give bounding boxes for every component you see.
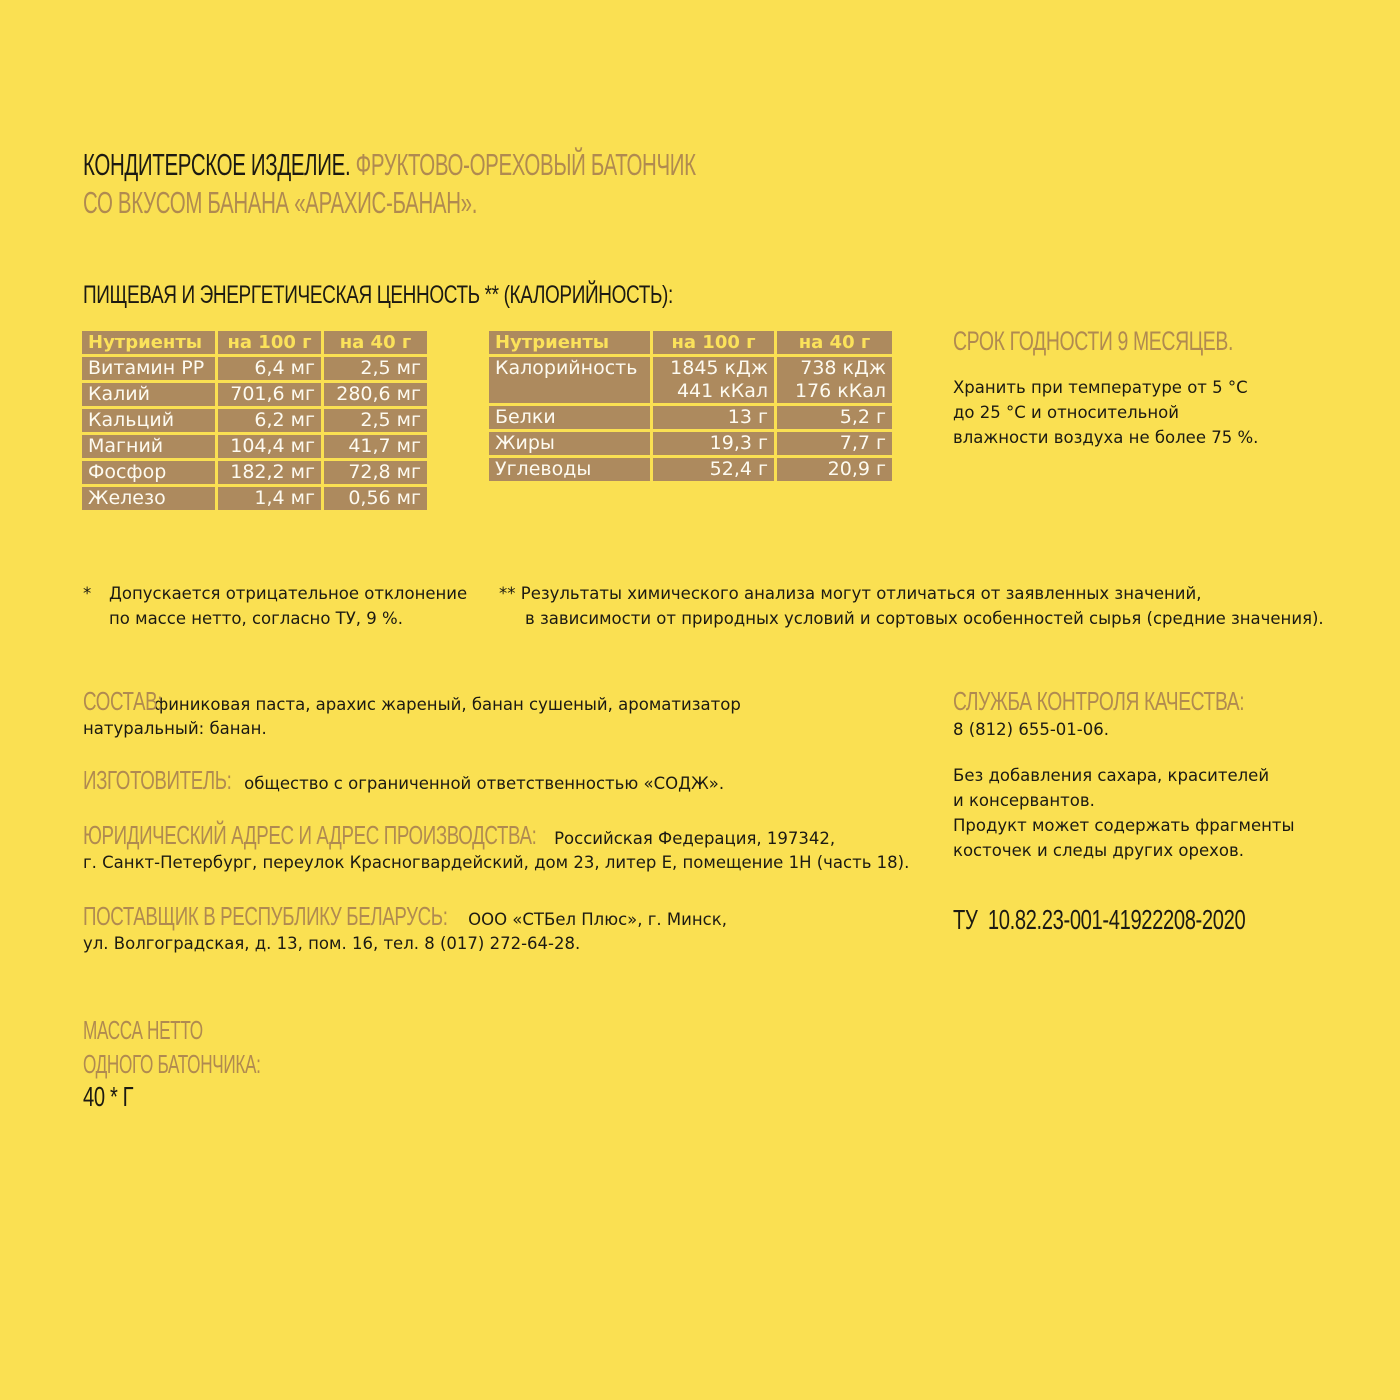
table-cell: 7,7 г (776, 431, 894, 457)
product-name-line2: СО ВКУСОМ БАНАНА «АРАХИС-БАНАН». (83, 185, 478, 220)
table-cell: 5,2 г (776, 405, 894, 431)
footnote-mark: * (83, 584, 92, 603)
supplier-text-cont: ул. Волгоградская, д. 13, пом. 16, тел. 8 (017) 272-64-28. (83, 934, 581, 953)
table-cell: 6,4 мг (217, 356, 323, 382)
net-weight-label-line: ОДНОГО БАТОНЧИКА: (83, 1049, 261, 1079)
table-header-cell: на 40 г (776, 330, 894, 356)
table-cell: 20,9 г (776, 457, 894, 483)
note-line: косточек и следы других орехов. (953, 841, 1244, 860)
table-header-row (488, 330, 894, 356)
table-cell: Железо (81, 486, 217, 512)
product-name-line1: ФРУКТОВО-ОРЕХОВЫЙ БАТОНЧИК (355, 147, 696, 182)
address-block (83, 820, 909, 875)
table-cell: 72,8 мг (323, 460, 429, 486)
note-line: Без добавления сахара, красителей (953, 766, 1270, 785)
table-row (81, 356, 429, 382)
storage-line: влажности воздуха не более 75 %. (953, 428, 1259, 447)
table-cell: Фосфор (81, 460, 217, 486)
net-weight-label (83, 1013, 261, 1081)
net-weight-label-line: МАССА НЕТТО (83, 1015, 203, 1045)
table-cell: 176 кКал (776, 380, 894, 405)
composition-text: финиковая паста, арахис жареный, банан сушеный, ароматизатор (154, 695, 741, 714)
table-cell: 701,6 мг (217, 382, 323, 408)
table-cell: 0,56 мг (323, 486, 429, 512)
supplier-block (83, 901, 727, 956)
table-header-cell: на 40 г (323, 330, 429, 356)
table-row (488, 356, 894, 381)
table-cell: 41,7 мг (323, 434, 429, 460)
table-row (81, 460, 429, 486)
table-header-cell: на 100 г (652, 330, 776, 356)
table-header-cell: Нутриенты (81, 330, 217, 356)
manufacturer-block (83, 765, 724, 796)
address-text-cont: г. Санкт-Петербург, переулок Красногвардейский, дом 23, литер Е, помещение 1Н (часть 18). (83, 853, 910, 872)
table-cell: 19,3 г (652, 431, 776, 457)
note-line: и консервантов. (953, 791, 1095, 810)
footnote-line: Допускается отрицательное отклонение (109, 584, 468, 603)
table-cell: 52,4 г (652, 457, 776, 483)
footnote-weight (109, 581, 467, 631)
storage-line: Хранить при температуре от 5 °С (953, 378, 1248, 397)
product-title (83, 146, 696, 222)
table-row (488, 431, 894, 457)
table-cell: Углеводы (488, 457, 652, 483)
storage-conditions (953, 375, 1258, 450)
composition-block (83, 686, 741, 741)
tu-code: ТУ 10.82.23-001-41922208-2020 (953, 904, 1246, 935)
product-notes (953, 763, 1295, 863)
note-line: Продукт может содержать фрагменты (953, 816, 1295, 835)
table-cell: Магний (81, 434, 217, 460)
footnote-line: по массе нетто, согласно ТУ, 9 %. (109, 609, 403, 628)
footnote-line: ** Результаты химического анализа могут отличаться от заявленных значений, (499, 584, 1202, 603)
table-cell: 2,5 мг (323, 356, 429, 382)
footnote-line: в зависимости от природных условий и сортовых особенностей сырья (средние значения). (525, 609, 1324, 628)
table-cell: 13 г (652, 405, 776, 431)
table-cell: 441 кКал (652, 380, 776, 405)
net-weight-value: 40 * Г (83, 1081, 134, 1112)
supplier-label: ПОСТАВЩИК В РЕСПУБЛИКУ БЕЛАРУСЬ: (83, 901, 448, 931)
shelf-life-title: СРОК ГОДНОСТИ 9 МЕСЯЦЕВ. (953, 326, 1234, 356)
energy-table (486, 328, 895, 484)
supplier-text: ООО «СТБел Плюс», г. Минск, (468, 910, 727, 929)
composition-text-cont: натуральный: банан. (83, 719, 267, 738)
table-cell: Кальций (81, 408, 217, 434)
address-text: Российская Федерация, 197342, (554, 829, 836, 848)
table-cell: 182,2 мг (217, 460, 323, 486)
table-cell: 6,2 мг (217, 408, 323, 434)
table-cell: 104,4 мг (217, 434, 323, 460)
table-row (81, 434, 429, 460)
table-cell: 280,6 мг (323, 382, 429, 408)
table-cell: 738 кДж (776, 356, 894, 381)
table-row (488, 405, 894, 431)
quality-label: СЛУЖБА КОНТРОЛЯ КАЧЕСТВА: (953, 686, 1245, 716)
table-cell: Витамин РР (81, 356, 217, 382)
composition-label: СОСТАВ: (83, 686, 163, 716)
storage-line: до 25 °С и относительной (953, 403, 1179, 422)
footnote-analysis (499, 581, 1324, 631)
table-row (81, 408, 429, 434)
table-header-cell: Нутриенты (488, 330, 652, 356)
table-row (81, 486, 429, 512)
manufacturer-text: общество с ограниченной ответственностью «СОДЖ». (244, 774, 725, 793)
table-cell: Калорийность (488, 356, 652, 405)
quality-phone: 8 (812) 655-01-06. (953, 720, 1109, 739)
vitamins-table (79, 328, 430, 513)
table-row (488, 457, 894, 483)
table-cell: Калий (81, 382, 217, 408)
table-row (81, 382, 429, 408)
table-cell: 1845 кДж (652, 356, 776, 381)
manufacturer-label: ИЗГОТОВИТЕЛЬ: (83, 765, 232, 795)
table-header-row (81, 330, 429, 356)
table-header-cell: на 100 г (217, 330, 323, 356)
address-label: ЮРИДИЧЕСКИЙ АДРЕС И АДРЕС ПРОИЗВОДСТВА: (83, 820, 537, 850)
product-category: КОНДИТЕРСКОЕ ИЗДЕЛИЕ. (83, 147, 351, 182)
nutrition-heading: ПИЩЕВАЯ И ЭНЕРГЕТИЧЕСКАЯ ЦЕННОСТЬ ** (КАЛОРИЙНОСТЬ): (83, 281, 673, 309)
table-cell: 1,4 мг (217, 486, 323, 512)
table-cell: Белки (488, 405, 652, 431)
table-cell: Жиры (488, 431, 652, 457)
table-cell: 2,5 мг (323, 408, 429, 434)
